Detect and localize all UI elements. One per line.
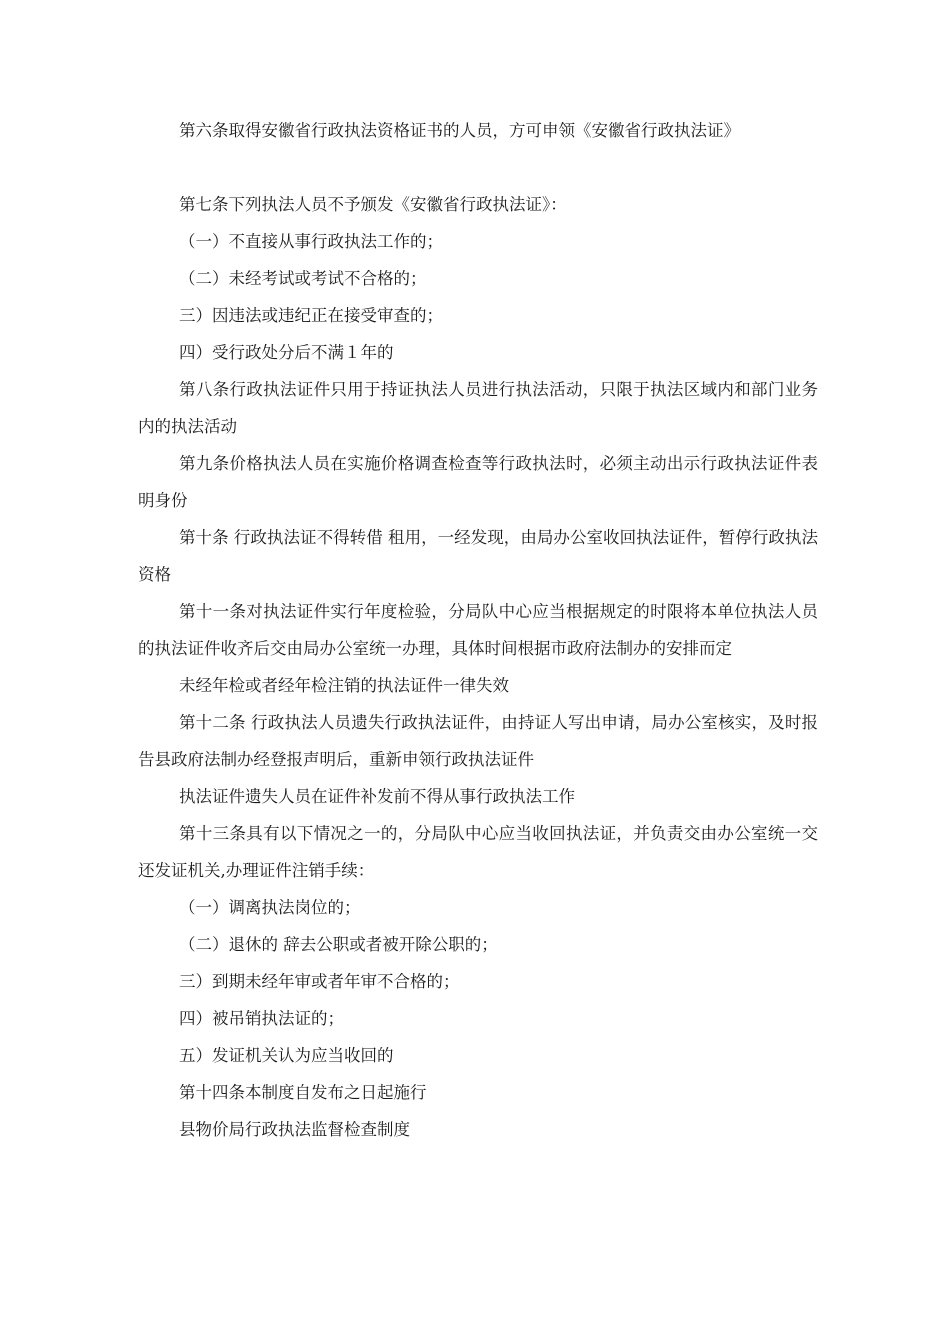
document-body — [138, 112, 818, 1148]
paragraph-item: 三）到期未经年审或者年审不合格的； — [179, 972, 460, 991]
paragraph-item: 三）因违法或违纪正在接受审查的； — [179, 306, 443, 325]
paragraph-item: （一）调离执法岗位的； — [179, 898, 361, 917]
paragraph-article-14: 第十四条本制度自发布之日起施行 — [179, 1083, 427, 1102]
paragraph-note: 执法证件遗失人员在证件补发前不得从事行政执法工作 — [179, 787, 575, 806]
paragraph-article-9: 第九条价格执法人员在实施价格调查检查等行政执法时，必须主动出示行政执法证件表明身份 — [138, 454, 818, 510]
paragraph-article-8: 第八条行政执法证件只用于持证执法人员进行执法活动，只限于执法区域内和部门业务内的执法活动 — [138, 380, 818, 436]
paragraph-article-6: 第六条取得安徽省行政执法资格证书的人员，方可申领《安徽省行政执法证》 — [179, 121, 740, 140]
paragraph-item: 四）被吊销执法证的； — [179, 1009, 344, 1028]
paragraph-item: （一）不直接从事行政执法工作的； — [179, 232, 443, 251]
paragraph-article-13: 第十三条具有以下情况之一的，分局队中心应当收回执法证，并负责交由办公室统一交还发证机关,办理证件注销手续： — [138, 824, 818, 880]
section-heading: 县物价局行政执法监督检查制度 — [179, 1120, 410, 1139]
paragraph-article-7: 第七条下列执法人员不予颁发《安徽省行政执法证》： — [179, 195, 567, 214]
paragraph-item: 五）发证机关认为应当收回的 — [179, 1046, 394, 1065]
paragraph-item: 四）受行政处分后不满１年的 — [179, 343, 394, 362]
paragraph-item: （二）未经考试或考试不合格的； — [179, 269, 427, 288]
paragraph-item: （二）退休的 辞去公职或者被开除公职的； — [179, 935, 498, 954]
paragraph-article-12: 第十二条 行政执法人员遗失行政执法证件，由持证人写出申请，局办公室核实，及时报告县政府法制办经登报声明后，重新申领行政执法证件 — [138, 713, 818, 769]
paragraph-note: 未经年检或者经年检注销的执法证件一律失效 — [179, 676, 509, 695]
paragraph-article-10: 第十条 行政执法证不得转借 租用，一经发现，由局办公室收回执法证件，暂停行政执法资格 — [138, 528, 818, 584]
paragraph-article-11: 第十一条对执法证件实行年度检验，分局队中心应当根据规定的时限将本单位执法人员的执法证件收齐后交由局办公室统一办理，具体时间根据市政府法制办的安排而定 — [138, 602, 818, 658]
